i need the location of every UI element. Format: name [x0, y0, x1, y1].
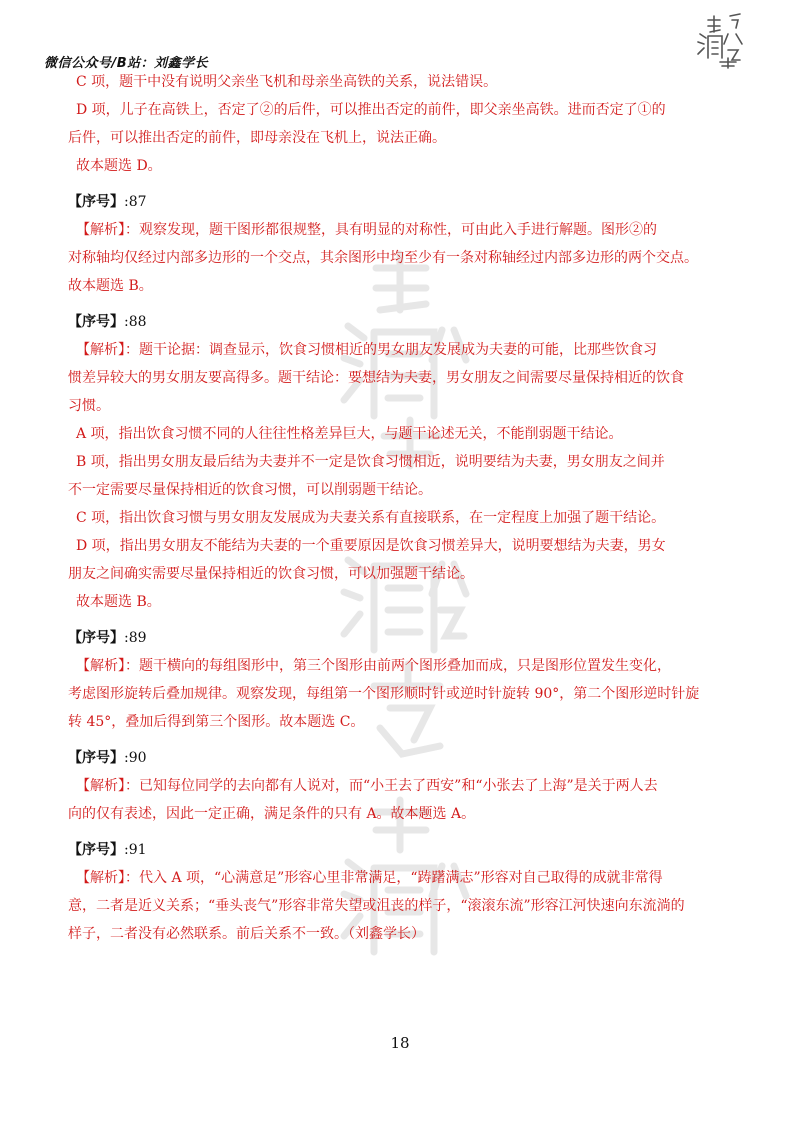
- paragraph: 故本题选 B。: [76, 594, 161, 610]
- spacer: [68, 180, 758, 188]
- paragraph-continuation: 朋友之间确实需要尽量保持相近的饮食习惯，可以加强题干结论。: [68, 566, 474, 582]
- page-number: 18: [390, 1034, 410, 1052]
- spacer: [68, 300, 758, 308]
- paragraph: B 项，指出男女朋友最后结为夫妻并不一定是饮食习惯相近，说明要结为夫妻，男女朋友之间并: [76, 454, 665, 470]
- question-number-label: [68, 188, 758, 216]
- answer-explanations: [68, 68, 758, 948]
- question-number-label: [68, 308, 758, 336]
- paragraph: A 项，指出饮食习惯不同的人往往性格差异巨大，与题干论述无关，不能削弱题干结论。: [76, 426, 623, 442]
- brand-logo: [692, 10, 756, 72]
- paragraph: 【解析】：观察发现，题干图形都很规整，具有明显的对称性，可由此入手进行解题。图形②的: [76, 222, 657, 238]
- paragraph-continuation: 故本题选 B。: [68, 278, 153, 294]
- paragraph-continuation: 惯差异较大的男女朋友要高得多。题干结论：要想结为夫妻，男女朋友之间需要尽量保持相近的饮食: [68, 370, 684, 386]
- question-number-label: [68, 624, 758, 652]
- label-tag: 【序号】: [68, 630, 124, 646]
- question-number: :90: [124, 750, 147, 766]
- paragraph: C 项，指出饮食习惯与男女朋友发展成为夫妻关系有直接联系，在一定程度上加强了题干结论。: [76, 510, 666, 526]
- paragraph: 【解析】：已知每位同学的去向都有人说对，而“小王去了西安”和“小张去了上海”是关于两人去: [76, 778, 658, 794]
- paragraph: C 项，题干中没有说明父亲坐飞机和母亲坐高铁的关系，说法错误。: [76, 74, 498, 90]
- question-number: :87: [124, 194, 147, 210]
- question-number-label: [68, 836, 758, 864]
- paragraph-continuation: 考虑图形旋转后叠加规律。观察发现，每组第一个图形顺时针或逆时针旋转 90°，第二个图形逆时针旋: [68, 686, 700, 702]
- label-tag: 【序号】: [68, 842, 124, 858]
- spacer: [68, 828, 758, 836]
- spacer: [68, 616, 758, 624]
- paragraph-continuation: 对称轴均仅经过内部多边形的一个交点，其余图形中均至少有一条对称轴经过内部多边形的两个交点。: [68, 250, 698, 266]
- paragraph-continuation: 习惯。: [68, 398, 110, 414]
- question-number: :91: [124, 842, 147, 858]
- paragraph: 故本题选 D。: [76, 158, 162, 174]
- paragraph: 【解析】：题干横向的每组图形中，第三个图形由前两个图形叠加而成，只是图形位置发生变化，: [76, 658, 671, 674]
- paragraph: D 项，儿子在高铁上，否定了②的后件，可以推出否定的前件，即父亲坐高铁。进而否定了①的: [76, 102, 666, 118]
- paragraph-continuation: 样子，二者没有必然联系。前后关系不一致。（刘鑫学长）: [68, 926, 425, 942]
- paragraph: D 项，指出男女朋友不能结为夫妻的一个重要原因是饮食习惯差异大，说明要想结为夫妻，男女: [76, 538, 666, 554]
- question-number-label: [68, 744, 758, 772]
- paragraph: 【解析】：题干论据：调查显示，饮食习惯相近的男女朋友发展成为夫妻的可能，比那些饮食习: [76, 342, 657, 358]
- header-credit: 微信公众号/B站：刘鑫学长: [44, 56, 209, 71]
- paragraph-continuation: 转 45°，叠加后得到第三个图形。故本题选 C。: [68, 714, 365, 730]
- paragraph-continuation: 向的仅有表述，因此一定正确，满足条件的只有 A。故本题选 A。: [68, 806, 476, 822]
- label-tag: 【序号】: [68, 750, 124, 766]
- question-number: :88: [124, 314, 147, 330]
- paragraph-continuation: 意，二者是近义关系；“垂头丧气”形容非常失望或沮丧的样子，“滚滚东流”形容江河快速向东流淌的: [68, 898, 685, 914]
- paragraph: 【解析】：代入 A 项，“心满意足”形容心里非常满足，“踌躇满志”形容对自己取得的成就非常得: [76, 870, 663, 886]
- label-tag: 【序号】: [68, 194, 124, 210]
- label-tag: 【序号】: [68, 314, 124, 330]
- question-number: :89: [124, 630, 147, 646]
- spacer: [68, 736, 758, 744]
- paragraph-continuation: 不一定需要尽量保持相近的饮食习惯，可以削弱题干结论。: [68, 482, 432, 498]
- paragraph-continuation: 后件，可以推出否定的前件，即母亲没在飞机上，说法正确。: [68, 130, 446, 146]
